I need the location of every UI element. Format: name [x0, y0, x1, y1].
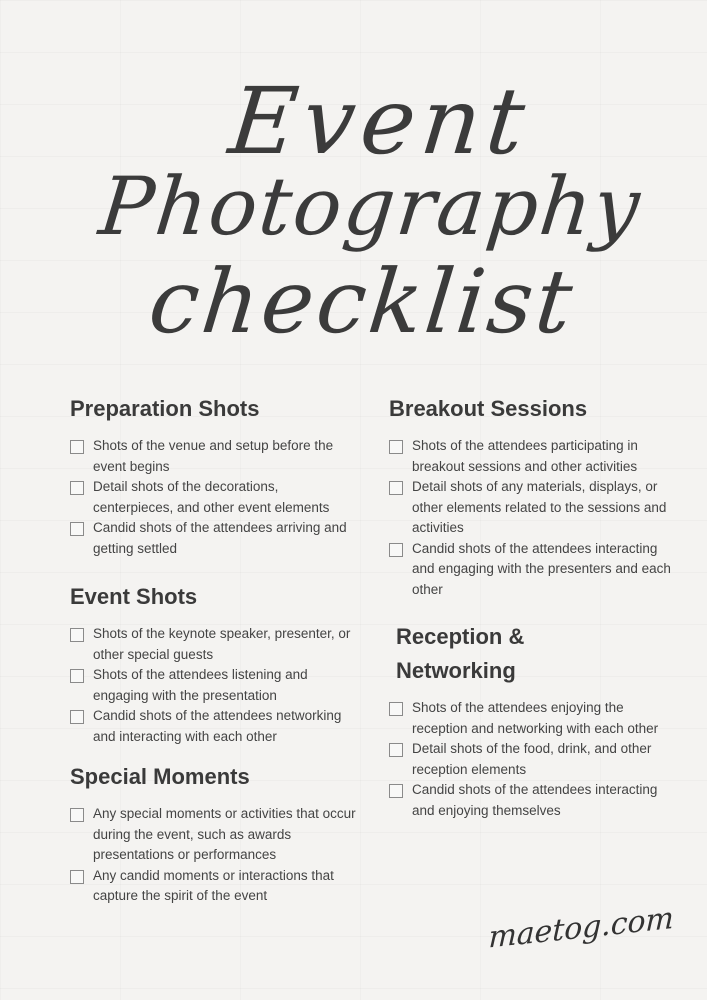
- checklist-item-text: Shots of the attendees participating in breakout sessions and other activities: [412, 438, 638, 474]
- section-special-moments: [70, 760, 360, 907]
- checklist-item-text: Candid shots of the attendees networking and interacting with each other: [93, 708, 342, 744]
- checkbox[interactable]: [389, 543, 403, 557]
- checklist-item-text: Any candid moments or interactions that capture the spirit of the event: [93, 867, 334, 903]
- checkbox[interactable]: [389, 784, 403, 798]
- checklist-item: [70, 804, 360, 866]
- checklist-item: [70, 518, 360, 559]
- checklist-item-text: Detail shots of the food, drink, and other reception elements: [412, 741, 652, 777]
- checklist-item-text: Any special moments or activities that occur during the event, such as awards presentations or performances: [93, 806, 356, 862]
- checklist-item-text: Candid shots of the attendees interacting and engaging with the presenters and each other: [412, 540, 671, 597]
- section-heading: Event Shots: [70, 584, 198, 609]
- checkbox[interactable]: [70, 870, 84, 884]
- title-line-1: Event: [224, 68, 536, 175]
- checklist-item: [389, 477, 674, 539]
- checklist-item-text: Shots of the venue and setup before the event begins: [93, 438, 334, 474]
- checkbox[interactable]: [70, 669, 84, 683]
- checklist-item: [389, 739, 674, 780]
- section-heading: Breakout Sessions: [389, 396, 588, 421]
- section-heading: Preparation Shots: [70, 396, 260, 421]
- title-line-3: checklist: [144, 250, 580, 353]
- checklist-item: [389, 436, 674, 477]
- checklist-item: [70, 624, 365, 665]
- checklist-item: [70, 866, 360, 907]
- checkbox[interactable]: [70, 522, 84, 536]
- section-heading: Reception & Networking: [396, 624, 525, 683]
- checkbox[interactable]: [389, 743, 403, 757]
- section-preparation-shots: [70, 392, 360, 559]
- checklist-item-text: Shots of the keynote speaker, presenter, or other special guests: [93, 626, 351, 662]
- checkbox[interactable]: [389, 440, 403, 454]
- section-heading: Special Moments: [70, 764, 250, 789]
- checklist-item-text: Shots of the attendees listening and engaging with the presentation: [93, 667, 308, 703]
- checklist-item: [389, 780, 674, 821]
- checkbox[interactable]: [70, 481, 84, 495]
- checklist-item: [70, 706, 365, 747]
- checkbox[interactable]: [70, 440, 84, 454]
- checkbox[interactable]: [389, 702, 403, 716]
- checklist-item: [70, 436, 360, 477]
- page-title: [80, 60, 646, 380]
- checklist-item: [389, 539, 674, 601]
- checklist-item: [389, 698, 674, 739]
- section-reception-networking: [389, 620, 674, 821]
- checkbox[interactable]: [70, 710, 84, 724]
- checklist-item-text: Candid shots of the attendees interacting and enjoying themselves: [412, 782, 658, 818]
- title-line-2: Photography: [95, 160, 646, 253]
- checkbox[interactable]: [70, 808, 84, 822]
- checklist-item: [70, 477, 360, 518]
- section-event-shots: [70, 580, 365, 747]
- checklist-item-text: Candid shots of the attendees arriving and getting settled: [93, 520, 347, 556]
- checklist-item-text: Shots of the attendees enjoying the reception and networking with each other: [412, 700, 659, 736]
- checklist-item-text: Detail shots of the decorations, centerpieces, and other event elements: [93, 479, 330, 515]
- checklist-item-text: Detail shots of any materials, displays, or other elements related to the sessions and activities: [412, 479, 667, 535]
- checkbox[interactable]: [389, 481, 403, 495]
- checklist-item: [70, 665, 365, 706]
- checkbox[interactable]: [70, 628, 84, 642]
- website-signature: maetog.com: [487, 900, 675, 956]
- section-breakout-sessions: [389, 392, 674, 600]
